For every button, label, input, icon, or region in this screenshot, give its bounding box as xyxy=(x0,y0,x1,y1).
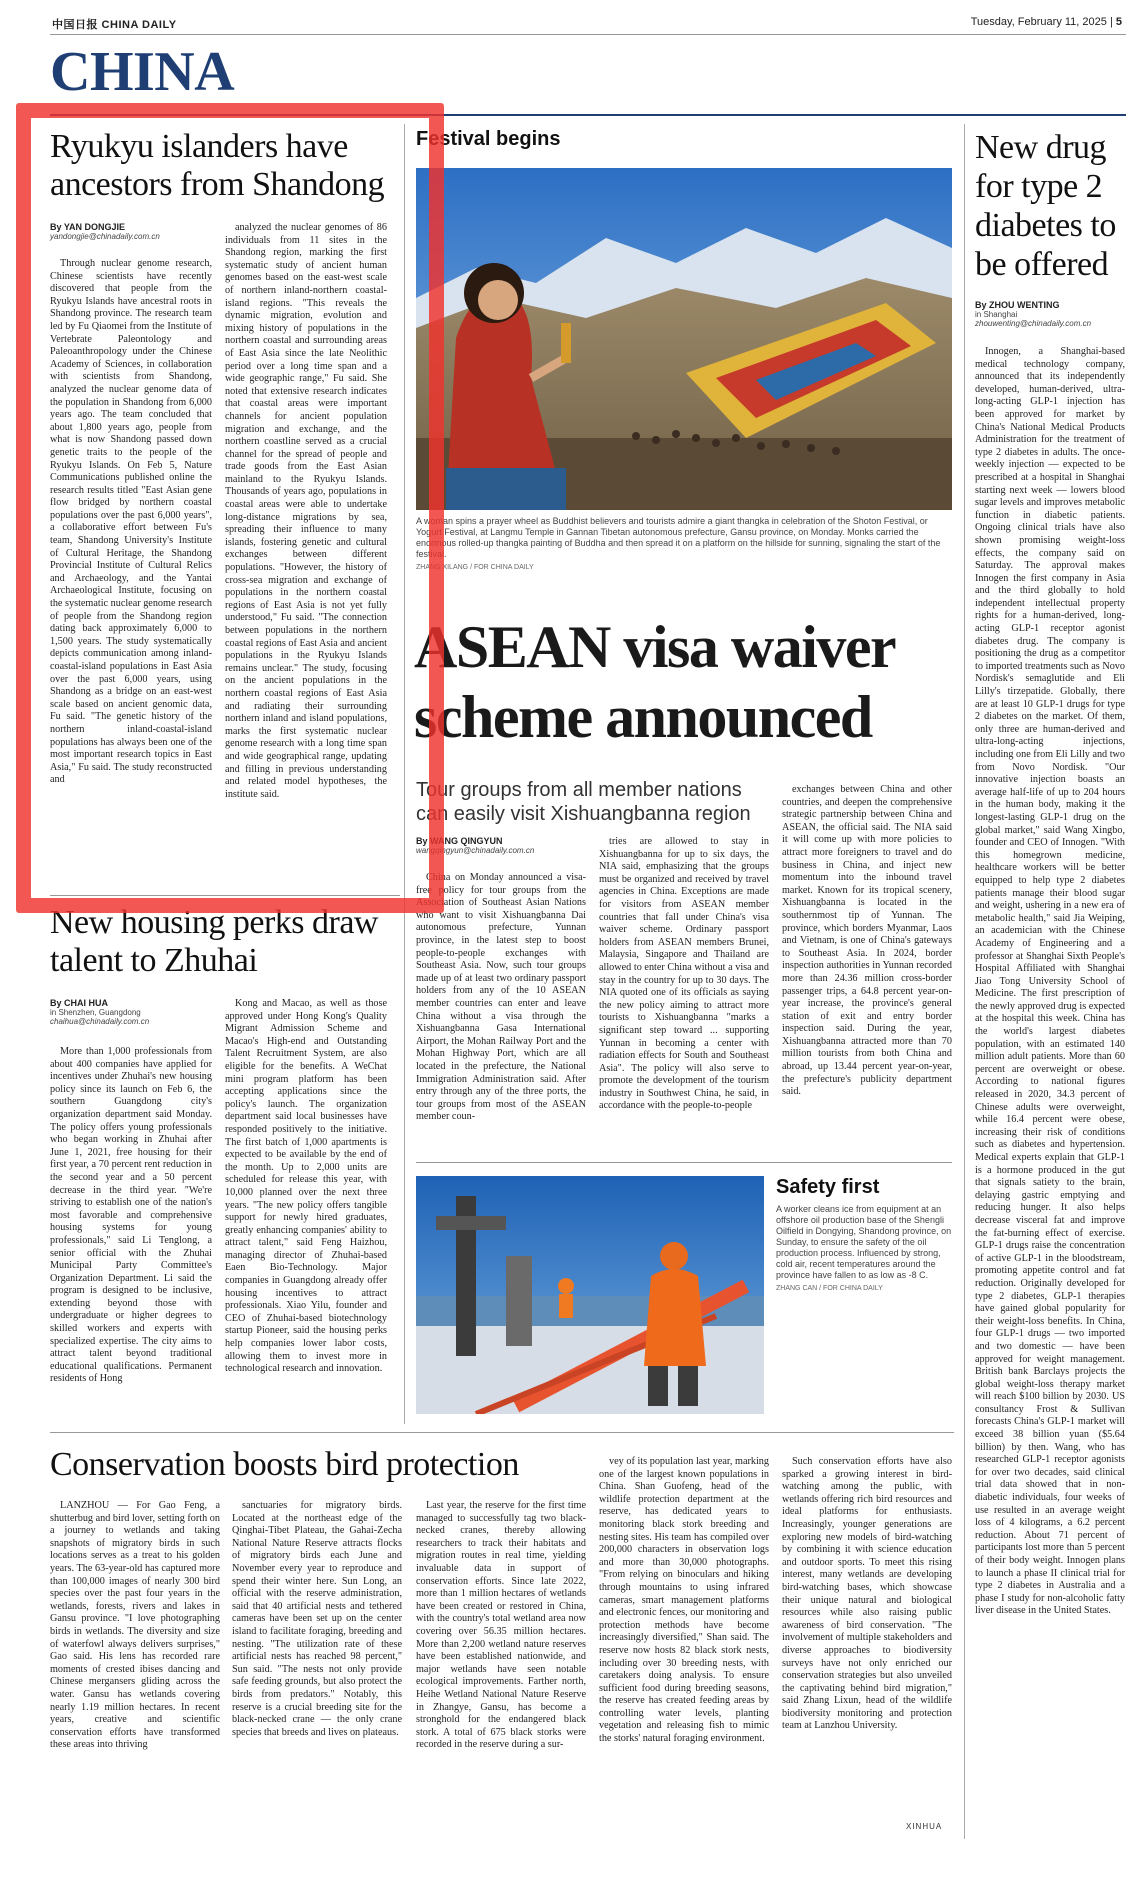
asean-email: wangqingyun@chinadaily.com.cn xyxy=(416,846,535,855)
housing-column-2 xyxy=(225,998,387,1418)
festival-headline: Festival begins xyxy=(416,128,561,150)
housing-text-1: More than 1,000 professionals from about 400 companies have applied for incentives under Zhuhai's new housing policy since its launch on Feb 6, the southern Guangdong city's organization department said Monday. The policy offers young professionals who began working in Zhuhai after June 1, 2021, free housing for their first year, a 70 percent rent reduction in the second year and a 50 percent decrease in the third year. "We're striving to establish one of the nation's most favorable and comprehensive housing systems for young professionals," said Li Tenglong, a senior official with the Zhuhai Municipal Party Committee's Organization Department. Li said the program is designed to be inclusive, extending beyond those with undergraduate or higher degrees to skilled workers and experts with specialized expertise. The city aims to attract talent beyond traditional educational qualifications. Permanent residents of Hong xyxy=(50,1046,212,1385)
drug-column xyxy=(975,346,1125,1838)
asean-text-2: tries are allowed to stay in Xishuangbanna for up to six days, the NIA said, emphasizing that the groups must be organized and received by travel agencies in China. Exceptions are made for visitors from ASEAN member countries that fall under China's visa waiver scheme. Ordinary passport holders from ASEAN members Brunei, Malaysia, Singapore and Thailand are allowed to enter China without a visa and stay in the country for up to 30 days. The NIA quoted one of its officials as saying the new policy aiming to attract more tourists to Xishuangbanna "marks a significant step toward ... supporting Yunnan in becoming a center with radiation effects for South and Southeast Asia". The policy will also serve to promote the development of the tourism industry in Southwest China, he said, in accordance with the people-to-people xyxy=(599,836,769,1112)
ryukyu-byline: By YAN DONGJIE xyxy=(50,222,126,232)
asean-byline: By WANG QINGYUN xyxy=(416,836,503,846)
drug-byline-block xyxy=(975,300,1125,328)
drug-text: Innogen, a Shanghai-based medical technology company, announced that its independently developed, human-derived, ultra-long-acting GLP-1 injection has been approved for market by China's National Medical Products Administration for the treatment of type 2 diabetes in adults. The once-weekly injection — expected to be prescribed at a hospital in Shanghai starting next week — lowers blood sugar levels and improves metabolic function in diabetic patients. Ongoing clinical trials have also shown promising weight-loss effects, the company said on Saturday. The approval makes Innogen the first company in Asia and the third globally to hold independent intellectual property rights for a human-derived, long-acting GLP-1 receptor agonist diabetes drug. The company is positioning the drug as a competitor to imported treatments such as Novo Nordisk's semaglutide and Eli Lilly's tirzepatide. Globally, there are at least 10 GLP-1 drugs for type 2 diabetes on the market. Of them, only three are human-derived and ultra-long-acting injections, including one from Eli Lilly and two from Novo Nordisk. "Our innovative injection boasts an average half-life of up to 204 hours in the human body, making it the longest-lasting GLP-1 drug on the global market," said Wang Xingbo, founder and CEO of Innogen. "With this homegrown medicine, healthcare workers will be better equipped to help type 2 diabetes patients manage their blood sugar and weight, ushering in a new era of metabolic health," said Jia Weiping, an academician with the Chinese Academy of Engineering and a professor at Shanghai Sixth People's Hospital Affiliated with Shanghai Jiao Tong University School of Medicine. The first prescription of the newly approved drug is expected at the hospital this week. China has the world's largest diabetes population, with an estimated 140 million adult patients. More than 60 percent are overweight or obese. According to national figures released in 2020, 34.3 percent of Chinese adults were overweight, while 16.4 percent were obese, increasing their risk of conditions such as diabetes and hypertension. Medical experts explain that GLP-1 is a hormone produced in the gut that signals satiety to the brain, delaying gastric emptying and reducing hunger. It also helps decrease visceral fat and improve the fat-burning effect of exercise. GLP-1 drugs raise the concentration of active GLP-1 in the bloodstream, promoting appetite control and fat reduction. Originally developed for type 2 diabetes, GLP-1 therapies have gained global popularity for their weight-loss benefits. In China, four GLP-1 drugs — two imported and two domestic — have been approved for weight management. British bank Barclays projects the global weight-loss therapy market will reach $100 billion by 2030. US consultancy Frost & Sullivan forecasts China's GLP-1 market will exceed 38 billion yuan ($5.64 billion) by then. Wang, who has researched GLP-1 receptor agonists for over two decades, said clinical trial data showed that in non-diabetic individuals, four weeks of use resulted in an average weight loss of 4 kilograms, a 6.2 percent reduction. About 71 percent of participants lost more than 5 percent of their body weight. Innogen plans to launch a phase II clinical trial for type 2 diabetes in Australia and a phase I study for non-alcoholic fatty liver disease in the United States. xyxy=(975,346,1125,1617)
asean-column-2 xyxy=(599,836,769,1152)
top-rule xyxy=(50,34,1126,35)
housing-headline: New housing perks draw talent to Zhuhai xyxy=(50,904,378,979)
page-number: 5 xyxy=(1115,16,1122,28)
drug-email: zhouwenting@chinadaily.com.cn xyxy=(975,319,1092,328)
bird-headline: Conservation boosts bird protection xyxy=(50,1446,519,1483)
bird-sign: XINHUA xyxy=(906,1822,943,1831)
bird-text-3: Last year, the reserve for the first time managed to successfully tag two black-necked cranes, thereby allowing researchers to track their habitats and migration routes in real time, yielding invaluable data in support of conservation efforts. Since late 2022, more than 1 million hectares of wetlands have been created or restored in China, with the country's total wetland area now covering over 56.35 million hectares. More than 2,200 wetland nature reserves have been established nationwide, and major wetlands have seen notable ecological improvements. Farther north, Heihe Wetland National Nature Reserve in Zhangye, Gansu, has become a stronghold for the endangered black stork. A total of 675 black storks were recorded in the reserve during a sur- xyxy=(416,1500,586,1751)
housing-text-2: Kong and Macao, as well as those approved under Hong Kong's Quality Migrant Admission Scheme and Macao's High-end and Outstanding Talent Recruitment System, are also eligible for the benefits. A WeChat mini program platform has been accepting applications since the policy's launch. The organization department said local businesses have responded positively to the initiative. The first batch of 1,000 apartments is expected to be available by the end of the month. Up to 2,000 units are scheduled for release this year, with 10,000 planned over the next three years. "The new policy offers tangible support for newly hired graduates, greatly enhancing companies' ability to attract talent," said Feng Haizhou, managing director of Zhuhai-based Eaen Bio-Technology. Major companies in Guangdong already offer housing incentives to attract professionals. Xiao Yilu, founder and CEO of Zhuhai-based biotechnology startup Pioneer, said the housing perks help companies lower labor costs, allowing them to invest more in technological research and innovation. xyxy=(225,998,387,1375)
safety-top-rule xyxy=(416,1162,952,1163)
bird-column-4 xyxy=(599,1456,769,1835)
bird-column-1 xyxy=(50,1500,220,1835)
housing-byline-block xyxy=(50,998,210,1026)
ryukyu-email: yandongjie@chinadaily.com.cn xyxy=(50,232,160,241)
column-divider-left xyxy=(404,124,405,1424)
bird-text-2: sanctuaries for migratory birds. Located at the northeast edge of the Qinghai-Tibet Plateau, the Gahai-Zecha National Nature Reserve attracts flocks of migratory birds each June and November every year to reproduce and spend their winter here. Sun Long, an official with the reserve administration, said that 40 artificial nests and tethered cameras have been set up on the center island to facilitate foraging, breeding and nesting. "The utilization rate of these artificial nests has reached 98 percent," Sun said. "The nests not only provide safe feeding grounds, but also protect the birds from predators." Notably, this reserve is a crucial breeding site for the black-necked crane — the only crane species that breeds and lives on plateaus. xyxy=(232,1500,402,1738)
festival-photo xyxy=(416,168,952,510)
bird-text-5: Such conservation efforts have also sparked a growing interest in bird-watching among the public, with wetlands offering rich bird resources and ideal platforms for enthusiasts. Increasingly, younger generations are exploring new models of bird-watching by combining it with science education and outdoor sports. To meet this rising interest, many wetlands are developing bird-watching bases, which showcase their unique natural and biological resources while also raising public awareness of bird conservation. "The involvement of multiple stakeholders and diverse approaches to biodiversity surveys have not only enriched our conservation strategies but also unveiled the captivating behind bird migration," said Zhang Lixun, head of the wildlife biodiversity monitoring and protection team at Lanzhou University. xyxy=(782,1456,952,1732)
drug-headline: New drug for type 2 diabetes to be offered xyxy=(975,129,1116,283)
ryukyu-text-2: analyzed the nuclear genomes of 86 individuals from 11 sites in the Shandong region, marking the first systematic study of ancient human genomes based on the east-west scale of northern inland-northern coastal-island regions. "This reveals the dynamic migration, evolution and mixing history of populations in the northern coastal and surrounding areas of East Asia since the late Neolithic period over a long time span and a wide geographic range," Fu said. She noted that extensive research indicates that coastal areas were important channels for ancient population migration and exchange, and the northern coastline served as a crucial channel for the spread of people and trade goods from the East Asian mainland to the Ryukyu Islands. Thousands of years ago, populations in coastal areas were able to undertake long-distance migrations by sea, spreading their influence to many islands, fostering genetic and cultural exchanges between different populations. "However, the history of cross-sea migration and exchange of populations in the northern coastal regions of East Asia is not yet fully understood," Fu said. "The connection between populations in the northern coastal regions of East Asia and ancient populations in the Ryukyu Islands remains unclear." The study, focusing on the ancient populations in the northern coastal regions of East Asia and radiating their surrounding northern inland and island populations, marks the first systematic nuclear genome research with a long time span and wide geographical range, updating and filling in previous understanding and related model hypotheses, the institute said. xyxy=(225,222,387,800)
housing-top-rule xyxy=(50,895,400,896)
bird-top-rule xyxy=(50,1432,954,1433)
safety-headline: Safety first xyxy=(776,1176,880,1198)
bird-text-4: vey of its population last year, marking one of the largest known populations in China. Shan Guofeng, head of the wildlife protection department at the reserve, has dedicated years to monitoring black stork breeding and nesting sites. His team has compiled over 200,000 characters in observation logs and more than 30,000 photographs. "From relying on binoculars and hiking through mountains to using infrared cameras, smart management platforms and electronic fences, our monitoring and protection methods have become increasingly diversified," Shan said. The reserve now hosts 82 black stork nests, including over 30 breeding nests, with caretakers doing analysis. To ensure sufficient food during breeding seasons, the reserve has created feeding areas by controlling water levels, planting vegetation and releasing fish to mimic the storks' natural foraging environment. xyxy=(599,1456,769,1745)
section-rule xyxy=(50,114,1126,116)
ryukyu-column-2 xyxy=(225,222,387,878)
column-divider-right xyxy=(964,124,965,1839)
bird-column-5 xyxy=(782,1456,952,1820)
festival-credit: ZHANG XILANG / FOR CHINA DAILY xyxy=(416,564,534,571)
ryukyu-text-1: Through nuclear genome research, Chinese scientists have recently discovered that people from the Ryukyu Islands have ancestral roots in Shandong province. The research team led by Fu Qiaomei from the Institute of Vertebrate Paleontology and Paleoanthropology under the Chinese Academy of Sciences, in collaboration with scientists from Shandong, analyzed the nuclear genome data of the population in Shandong from 6,000 years ago. The team concluded that about 1,800 years ago, people from what is now Shandong passed down genetic traits to the people of the Ryukyu Islands. On Feb 5, Nature Communications published online the research results titled "East Asian gene flow bridged by northern coastal populations over the past 6,000 years", a collaborative effort between Fu's team, Shandong University's Institute of Cultural Heritage, the Shandong Provincial Institute of Cultural Relics and Archaeology, and the Yantai Archaeological Institute, focusing on the systematic nuclear genome research of people from the Shandong region dating back approximately 6,000 to 1,500 years. The study systematically depicts communication among inland-coastal-island populations in East Asia over the past 6,000 years, using Shandong as a bridge on an east-west scale based on ancient genomic data, Fu said. "The genetic history of the northern inland-coastal-island populations has always been one of the most important research topics in East Asia," Fu said. The study reconstructed and xyxy=(50,258,212,786)
safety-caption-block xyxy=(776,1204,952,1294)
bird-column-3 xyxy=(416,1500,586,1835)
asean-text-3: exchanges between China and other countries, and deepen the comprehensive strategic partnership between China and ASEAN, the official said. The NIA said it will come up with more policies to attract more foreigners to travel and do business in China, and inject new momentum into the inbound travel market. Known for its tropical scenery, Xishuangbanna is located in the southernmost tip of Yunnan. The province, which borders Myanmar, Laos and Vietnam, is one of China's gateways to Southeast Asia. In 2024, border inspection authorities in Yunnan recorded more than 24.36 million cross-border passenger trips, a 64.8 percent year-on-year increase, the province's general station of exit and entry border inspection said. During the year, Xishuangbanna attracted more than 70 million tourists from both China and abroad, up 13.44 percent year-on-year, the prefecture's publicity department said. xyxy=(782,784,952,1098)
asean-text-1: China on Monday announced a visa-free policy for tour groups from the Association of Southeast Asian Nations who want to visit Xishuangbanna Dai autonomous prefecture, Yunnan province, in the latest step to boost people-to-people exchanges with Southeast Asia. Now, such tour groups made up of at least two ordinary passport holders from any of the 10 ASEAN member countries can enter and leave China without a visa through the Xishuangbanna Gasa International Airport, the Mohan Railway Port and the Mohan Highway Port, which are all located in the prefecture, the National Immigration Administration said. After entry through any of the three ports, the tour groups from most of the ASEAN member coun- xyxy=(416,872,586,1123)
asean-headline: ASEAN visa waiver scheme announced xyxy=(414,614,895,750)
safety-credit: ZHANG CAN / FOR CHINA DAILY xyxy=(776,1285,883,1292)
safety-caption: A worker cleans ice from equipment at an offshore oil production base of the Shengli Oilfield in Dongying, Shandong province, on Sunday, to ensure the safety of the oil production process. Influenced by strong, cold air, recent temperatures around the province have fallen to as low as -8 C. xyxy=(776,1204,952,1280)
festival-caption: A woman spins a prayer wheel as Buddhist believers and tourists admire a giant thangka in celebration of the Shoton Festival, or Yogurt Festival, at Langmu Temple in Gannan Tibetan autonomous prefecture, Gansu province, on Monday. Monks carried the enormous rolled-up thangka painting of Buddha and then spread it on a platform on the hillside for sunning, signaling the start of the festival. xyxy=(416,516,941,559)
housing-location: in Shenzhen, Guangdong xyxy=(50,1008,141,1017)
asean-column-1 xyxy=(416,872,586,1152)
safety-photo xyxy=(416,1176,764,1414)
ryukyu-byline-block xyxy=(50,222,210,241)
housing-email: chaihua@chinadaily.com.cn xyxy=(50,1017,150,1026)
drug-location: in Shanghai xyxy=(975,310,1018,319)
asean-column-3 xyxy=(782,784,952,1152)
bird-column-2 xyxy=(232,1500,402,1835)
ryukyu-headline: Ryukyu islanders have ancestors from Shandong xyxy=(50,128,385,203)
asean-deck: Tour groups from all member nations can easily visit Xishuangbanna region xyxy=(416,779,751,825)
asean-byline-block xyxy=(416,836,586,855)
bird-text-1: LANZHOU — For Gao Feng, a shutterbug and bird lover, setting forth on a journey to wetlands and taking snapshots of migratory birds in such locations serves as a treat to his golden years. The 63-year-old has captured more than 100,000 images of nearly 300 bird species over the past four years in the wetlands, forests, rivers and lakes in Gansu province. "I love photographing birds in wetlands. The diversity and size of waterfowl always delivers surprises," Gao said. His lens has recorded rare moments of crested ibises dancing and Chinese mergansers gliding across the water. Gansu has wetlands covering nearly 1.19 million hectares. In recent years, creative and scientific conservation efforts have transformed these areas into thriving xyxy=(50,1500,220,1751)
drug-byline: By ZHOU WENTING xyxy=(975,300,1060,310)
housing-byline: By CHAI HUA xyxy=(50,998,109,1008)
festival-caption-block xyxy=(416,516,952,573)
date-text: Tuesday, February 11, 2025 xyxy=(970,16,1107,28)
masthead-paper-name: 中国日报 CHINA DAILY xyxy=(52,19,177,31)
housing-column-1 xyxy=(50,1046,212,1418)
masthead-date: Tuesday, February 11, 2025 | 5 xyxy=(970,16,1122,28)
section-title: CHINA xyxy=(50,41,235,103)
ryukyu-column-1 xyxy=(50,258,212,878)
